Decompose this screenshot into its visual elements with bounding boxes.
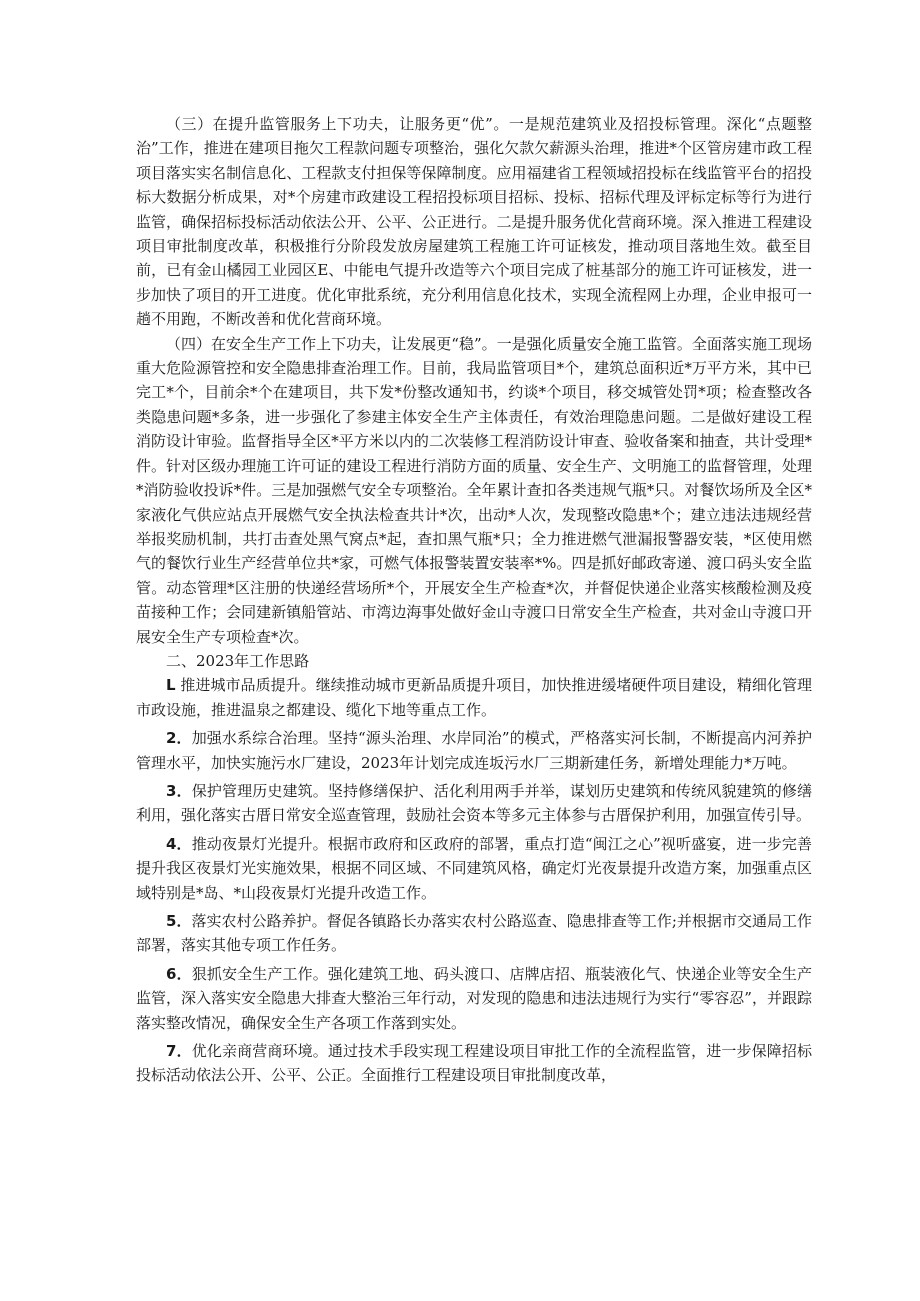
list-item (136, 779, 812, 828)
list-item-number: 4． (166, 834, 192, 853)
paragraph-safety-production: （四）在安全生产工作上下功夫，让发展更“稳”。一是强化质量安全施工监管。全面落实施工现场重大危险源管控和安全隐患排查治理工作。目前，我局监管项目*个，建筑总面积近*万平方米，其中已完工*个，目前余*个在建项目，共下发*份整改通知书，约谈*个项目，移交城管处罚*项；检查整改各类隐患问题*多条，进一步强化了参建主体安全生产主体责任，有效治理隐患问题。二是做好建设工程消防设计审验。监督指导全区*平方米以内的二次装修工程消防设计审查、验收备案和抽查，共计受理*件。针对区级办理施工许可证的建设工程进行消防方面的质量、安全生产、文明施工的监督管理，处理*消防验收投诉*件。三是加强燃气安全专项整治。全年累计查扣各类违规气瓶*只。对餐饮场所及全区*家液化气供应站点开展燃气安全执法检查共计*次，出动*人次，发现整改隐患*个；建立违法违规经营举报奖励机制，共打击查处黑气窝点*起，查扣黑气瓶*只；全力推进燃气泄漏报警器安装，*区使用燃气的餐饮行业生产经营单位共*家，可燃气体报警装置安装率*%。四是抓好邮政寄递、渡口码头安全监管。动态管理*区注册的快递经营场所*个，开展安全生产检查*次，并督促快递企业落实核酸检测及疫苗接种工作；会同建新镇船管站、市湾边海事处做好金山寺渡口日常安全生产检查，共对金山寺渡口开展安全生产专项检查*次。 (136, 334, 812, 646)
list-item-number: 6． (166, 964, 192, 983)
list-item (136, 1039, 812, 1088)
list-item-number: 7． (166, 1042, 192, 1061)
list-item (136, 726, 812, 775)
list-item-text: 优化亲商营商环境。通过技术手段实现工程建设项目审批工作的全流程监管，进一步保障招标投标活动依法公开、公平、公正。全面推行工程建设项目审批制度改革， (136, 1042, 812, 1085)
list-item (136, 962, 812, 1035)
list-item-text: 落实农村公路养护。督促各镇路长办落实农村公路巡查、隐患排查等工作;并根据市交通局工作部署，落实其他专项工作任务。 (136, 912, 813, 955)
list-item-number: 3． (166, 781, 192, 800)
list-item-text: 推动夜景灯光提升。根据市政府和区政府的部署，重点打造“闽江之心”视听盛宴，进一步完善提升我区夜景灯光实施效果，根据不同区域、不同建筑风格，确定灯光夜景提升改造方案，加强重点区域特别是*岛、*山段夜景灯光提升改造工作。 (136, 834, 813, 902)
list-item (136, 832, 812, 905)
section-heading: 二、2023年工作思路 (166, 651, 310, 670)
paragraph-supervision-service: （三）在提升监管服务上下功夫，让服务更“优”。一是规范建筑业及招投标管理。深化“点题整治”工作，推进在建项目拖欠工程款问题专项整治，强化欠款欠薪源头治理，推进*个区管房建市政工程项目落实实名制信息化、工程款支付担保等保障制度。应用福建省工程领域招投标在线监管平台的招投标大数据分析成果，对*个房建市政建设工程招投标项目招标、投标、招标代理及评标定标等行为进行监管，确保招标投标活动依法公开、公平、公正进行。二是提升服务优化营商环境。深入推进工程建设项目审批制度改革，积极推行分阶段发放房屋建筑工程施工许可证核发，推动项目落地生效。截至目前，已有金山橘园工业园区E、中能电气提升改造等六个项目完成了桩基部分的施工许可证核发，进一步加快了项目的开工进度。优化审批系统，充分利用信息化技术，实现全流程网上办理，企业申报可一趟不用跑，不断改善和优化营商环境。 (136, 115, 812, 329)
list-item (136, 673, 812, 722)
document-page (136, 112, 812, 1088)
list-item-text: 加强水系综合治理。坚持“源头治理、水岸同治”的模式，严格落实河长制，不断提高内河养护管理水平，加快实施污水厂建设，2023年计划完成连坂污水厂三期新建任务，新增处理能力*万吨。 (136, 729, 813, 772)
list-item-text: 推进城市品质提升。继续推动城市更新品质提升项目，加快推进缓堵硬件项目建设，精细化管理市政设施，推进温泉之都建设、缆化下地等重点工作。 (136, 676, 812, 719)
list-item-text: 狠抓安全生产工作。强化建筑工地、码头渡口、店牌店招、瓶装液化气、快递企业等安全生产监管，深入落实安全隐患大排查大整治三年行动，对发现的隐患和违法违规行为实行“零容忍”，并跟踪落实整改情况，确保安全生产各项工作落到实处。 (136, 964, 812, 1032)
list-item (136, 909, 812, 958)
list-item-number: 5． (166, 912, 192, 930)
list-item-number: L (166, 676, 176, 695)
list-item-text: 保护管理历史建筑。坚持修缮保护、活化利用两手并举，谋划历史建筑和传统风貌建筑的修缮利用，强化落实古厝日常安全巡查管理，鼓励社会资本等多元主体参与古厝保护利用，加强宣传引导。 (136, 781, 812, 825)
list-item-number: 2． (166, 729, 192, 748)
